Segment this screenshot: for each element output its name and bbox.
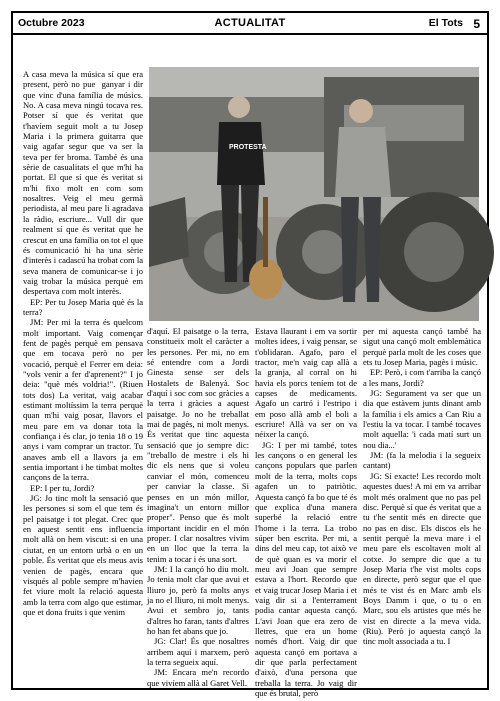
paragraph: d'aquí. El paisatge o la terra, constitueix molt el caràcter a les persones. Per mi, no em sé entendre com a Jordi Ginesta sense ser dels Hostalets de Balenyà. Soc d'aquí i soc com soc gràcies a la terra i gràcies a aquest paisatge. Jo no he treballat mai de pagès, ni molt menys. És veritat que tinc aquesta sensació que jo sempre dic: "treballo de mestre i els hi dic els nens que si voleu canviar el món, comenceu per canviar la classe. Si penses en un món millor, imagina't un entorn millor proper". Penso que és molt important incidir en el món proper. I clar nosaltres vivim en un lloc que la terra la tenim a tocar i és una sort. — [147, 326, 249, 564]
section-title: ACTUALITAT — [214, 17, 286, 29]
column-1 — [23, 69, 143, 691]
shirt-text: PROTESTA — [229, 144, 267, 151]
interview-photo — [149, 67, 479, 321]
paragraph: JG: I per mi també, totes les cançons o en general les cançons populars que parlen molt de la terra, molts cops agafen un to patriòtic. Aquesta cançó fa bo que té és que explica d'una manera superbé la relació entre l'home i la terra. La trobo súper ben escrita. Per mi, a dins del meu cap, tot això ve de què quan es va morir el meu avi Joan que sempre estava a l'hort. Recordo que et vaig trucar Josep Maria i et vaig dir si a l'enterrament podia cantar aquesta cançó. L'avi Joan que era zero de lletres, que era un home només d'hort. Vaig dir que aquesta cançó em portava a dir que parla perfectament d'això, d'una persona que treballa la terra. Jo vaig dir que és brutal, però — [255, 439, 357, 699]
paragraph: per mi aquesta cançó també ha sigut una cançó molt emblemàtica perquè parla molt de les coses que ets tu Josep Maria, pagès i músic. — [363, 326, 481, 368]
page-header — [13, 13, 487, 35]
paragraph: JM: Encara me'n recordo que vivíem allà al Garet Vell. — [147, 667, 249, 688]
page-number: 5 — [473, 17, 480, 31]
column-4 — [363, 326, 481, 691]
paragraph: JG: Jo tinc molt la sensació que les persones si som el que tem és pel paisatge i tot plegat. Crec que en aquest sentit ens influencia molt allà on hem viscut: si en una ciutat, en un entorn urbà o en un poble. És veritat que els meus avis venien de pagès, encara que visqués al poble sempre m'havien fet viure molt la relació aquesta amb la terra com algo que estimar, que et dona fruits i que venim — [23, 493, 143, 617]
column-2 — [147, 326, 249, 691]
paragraph: JM: I la cançó ho diu molt. Jo tenia molt clar que avui et lliuro jo, però fa molts anys ja no el lliuro, ni molt menys. Avui et sembro jo, tants d'altres ho faran, tants d'altres ho han fet abans que jo. — [147, 563, 249, 636]
paragraph: JG: Clar! És que nosaltres arribem aquí i marxem, però la terra segueix aquí. — [147, 636, 249, 667]
paragraph: A casa meva la música sí que era present, però no pue ganyar i dir que vinc d'una família de músics. No. A casa meva ningú tocava res. Potser sí que és veritat que t'havíem seguit molt a tu Josep Maria i la primera guitarra que vaig agafar segur que va ser la teva per fer broma. També és una sèrie de casualitats el que m'hi ha portat. El que sí que és veritat si m'hi fixo molt en com som nosaltres. Veig el meu germà periodista, al meu pare li agradava la ràdio, escriure... Vull dir que realment sí que és veritat que he crescut en una família on tot el que és comunicació hi ha una sèrie d'interès i cadascú ha trobat com la seva manera de comunicar-se i jo vaig trobar la música perquè em despertava com molt interès. — [23, 69, 143, 297]
paragraph: JG: Segurament va ser que un dia que estàvem junts dinant amb la família i els amics a Can Riu a l'estiu la va tocar. I també tocaves molt aquella: 'i cada matí surt un nou dia...' — [363, 388, 481, 450]
paragraph: EP: I per tu, Jordi? — [30, 482, 95, 493]
paragraph: EP: Per tu Josep Maria què és la terra? — [23, 296, 143, 317]
paragraph: JM: (fa la melodia i la segueix cantant) — [363, 450, 481, 471]
paragraph: JM: Per mi la terra és quelcom molt important. Vaig començar fent de pagès perquè em pensava que em tocava però no per vocació, perquè el Ferrer em deia: "vols venir a fer d'aprenent?" I jo deia: "què més voldria!". (Riuen tots dos) La veritat, vaig acabar estimant moltíssim la terra perquè quan m'hi vaig posar, llavors el meu pare em va donar tota la confiança i és clar, jo tenia 18 o 19 anys i vam comprar un tractor. Tu anaves amb ell a llavors ja em sentia important i he timbat moltes cançons de la terra. — [23, 317, 143, 483]
paragraph: JG: Sí exacte! Les recordo molt aquestes dues! A mi em va arribar molt més oralment que no pas pel disc. Perquè sí que és veritat que a tu t'he sentit més en directe que no pas en disc. Els discos els he sentit perquè la meva mare i el meu pare els escoltaven molt al cotxe. Jo sempre dic que a tu Josep Maria t'he vist molts cops en directe, però segur que el que més te vist és en Marc amb els Boys Damm i que, o tu o en Marc, sou els artistes que més he vist en directe a la meva vida. (Riu). Però jo aquesta cançó la tinc molt associada a tu. I — [363, 470, 481, 647]
publication-name: El Tots — [428, 17, 463, 29]
issue-date: Octubre 2023 — [18, 17, 85, 29]
paragraph: EP: Però, i com t'arriba la cançó a les mans, Jordi? — [363, 367, 481, 388]
paragraph: Estava llaurant i em va sortir moltes idees, i vaig pensar, se t'oblidaran. Agafo, paro el tractor, me'n vaig cap allà a la granja, al corral on hi havia els porcs teníem tot de capses de medicaments. Agafo un cartró i l'estripo i em poso allà amb el boli a escriure! Allà va ser on va néixer la cançó. — [255, 326, 357, 440]
column-3 — [255, 326, 357, 699]
newspaper-page — [11, 11, 489, 699]
photo-illustration — [149, 67, 479, 321]
